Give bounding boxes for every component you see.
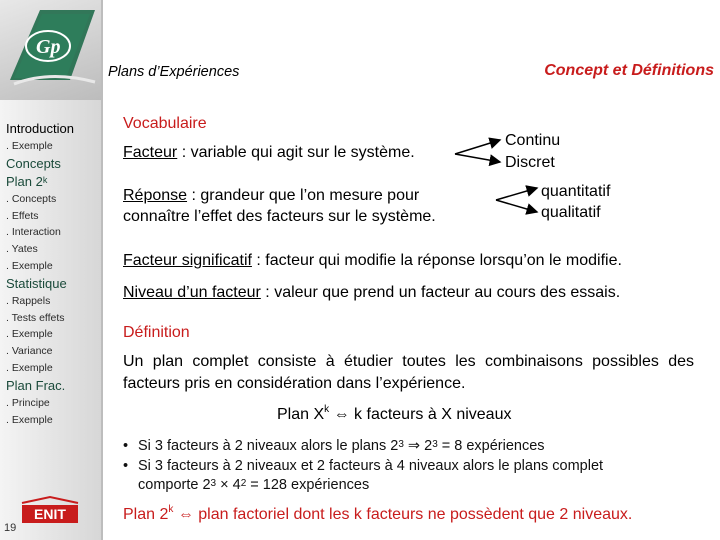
- page-number: 19: [4, 522, 17, 534]
- sidebar: [0, 0, 103, 540]
- facteur-significatif-def: : facteur qui modifie la réponse lorsqu’on le modifie.: [251, 252, 622, 269]
- sidebar-nav-item[interactable]: Plan 2$^k$: [6, 173, 48, 189]
- gp-logo-graphic: [0, 0, 101, 100]
- sidebar-nav-item[interactable]: . Exemple: [6, 361, 53, 374]
- facteur-term: Facteur: [123, 144, 178, 161]
- sidebar-nav: [6, 120, 101, 428]
- reponse-def-line2: connaître l’effet des facteurs sur le système.: [123, 208, 436, 225]
- reponse-type-quantitatif: quantitatif: [541, 183, 611, 200]
- sidebar-nav-item[interactable]: . Variance: [6, 345, 53, 358]
- formula-equivalence-symbol: ⇔: [333, 406, 350, 423]
- sidebar-nav-item[interactable]: . Exemple: [6, 140, 53, 152]
- reponse-definition: [123, 187, 419, 205]
- plan-formula: [277, 406, 511, 424]
- conclusion-left: Plan 2: [123, 506, 169, 523]
- sidebar-nav-item[interactable]: . Concepts: [6, 192, 57, 205]
- sidebar-nav-item[interactable]: Concepts: [6, 155, 61, 171]
- definition-text: Un plan complet consiste à étudier toutes les combinaisons possibles des facteurs pris en considération dans l’expérience.: [123, 353, 694, 392]
- sidebar-nav-item[interactable]: Plan Frac.: [6, 377, 66, 393]
- formula-left: Plan X: [277, 406, 325, 423]
- sidebar-nav-item[interactable]: . Rappels: [6, 294, 51, 307]
- formula-right: k facteurs à X niveaux: [354, 406, 512, 423]
- niveau-term: Niveau d’un facteur: [123, 284, 261, 301]
- enit-logo: [20, 495, 80, 525]
- section-title: Concept et Définitions: [544, 62, 714, 79]
- sidebar-nav-item[interactable]: . Tests effets: [6, 311, 65, 324]
- facteur-significatif-definition: [123, 252, 622, 270]
- sidebar-nav-item[interactable]: . Yates: [6, 243, 38, 256]
- reponse-def-line1: : grandeur que l’on mesure pour: [187, 187, 420, 204]
- bullet-item: • Si 3 facteurs à 2 niveaux et 2 facteurs à 4 niveaux alors le plans complet comporte $2^3 \times 4^2 = 128$ expériences: [123, 457, 603, 496]
- presentation-title: Plans d’Expériences: [108, 64, 240, 80]
- conclusion-right: plan factoriel dont les k facteurs ne possèdent que 2 niveaux.: [198, 506, 633, 523]
- sidebar-nav-item[interactable]: . Exemple: [6, 259, 53, 272]
- reponse-type-qualitatif: qualitatif: [541, 204, 601, 221]
- sidebar-divider: [101, 0, 103, 540]
- sidebar-nav-item[interactable]: . Exemple: [6, 328, 53, 341]
- facteur-type-continu: Continu: [505, 132, 561, 149]
- niveau-def: : valeur que prend un facteur au cours des essais.: [260, 284, 621, 301]
- enit-logo-text: ENIT: [34, 506, 66, 522]
- logo-text: Gp: [36, 36, 61, 58]
- sidebar-nav-item[interactable]: . Effets: [6, 209, 39, 222]
- vocab-heading: Vocabulaire: [123, 115, 207, 132]
- reponse-arrows: [493, 180, 541, 220]
- sidebar-nav-item[interactable]: . Principe: [6, 396, 50, 409]
- sidebar-nav-item[interactable]: . Interaction: [6, 226, 61, 239]
- facteur-type-discret: Discret: [505, 154, 555, 171]
- reponse-term: Réponse: [123, 187, 188, 204]
- example-bullets: [123, 437, 603, 496]
- gp-logo: [0, 0, 101, 100]
- facteur-definition: [123, 144, 415, 162]
- bullet-dot: •: [123, 457, 129, 474]
- facteur-significatif-term: Facteur significatif: [123, 252, 252, 269]
- niveau-definition: [123, 284, 620, 302]
- facteur-arrows: [450, 130, 510, 180]
- formula-sup: k: [324, 404, 330, 415]
- sidebar-nav-item[interactable]: . Exemple: [6, 413, 53, 426]
- facteur-def-text: : variable qui agit sur le système.: [177, 144, 415, 161]
- bullet-dot: •: [123, 438, 129, 454]
- conclusion-equivalence-symbol: ⇔: [177, 506, 194, 523]
- conclusion-statement: [123, 506, 632, 524]
- definition-heading: Définition: [123, 324, 190, 341]
- conclusion-sup: k: [168, 504, 174, 515]
- sidebar-nav-item[interactable]: Statistique: [6, 275, 67, 291]
- sidebar-nav-item[interactable]: Introduction: [6, 121, 74, 136]
- bullet-item: • Si 3 facteurs à 2 niveaux alors le plans $2^3$ ⇒ $2^3 = 8$ expériences: [123, 437, 603, 457]
